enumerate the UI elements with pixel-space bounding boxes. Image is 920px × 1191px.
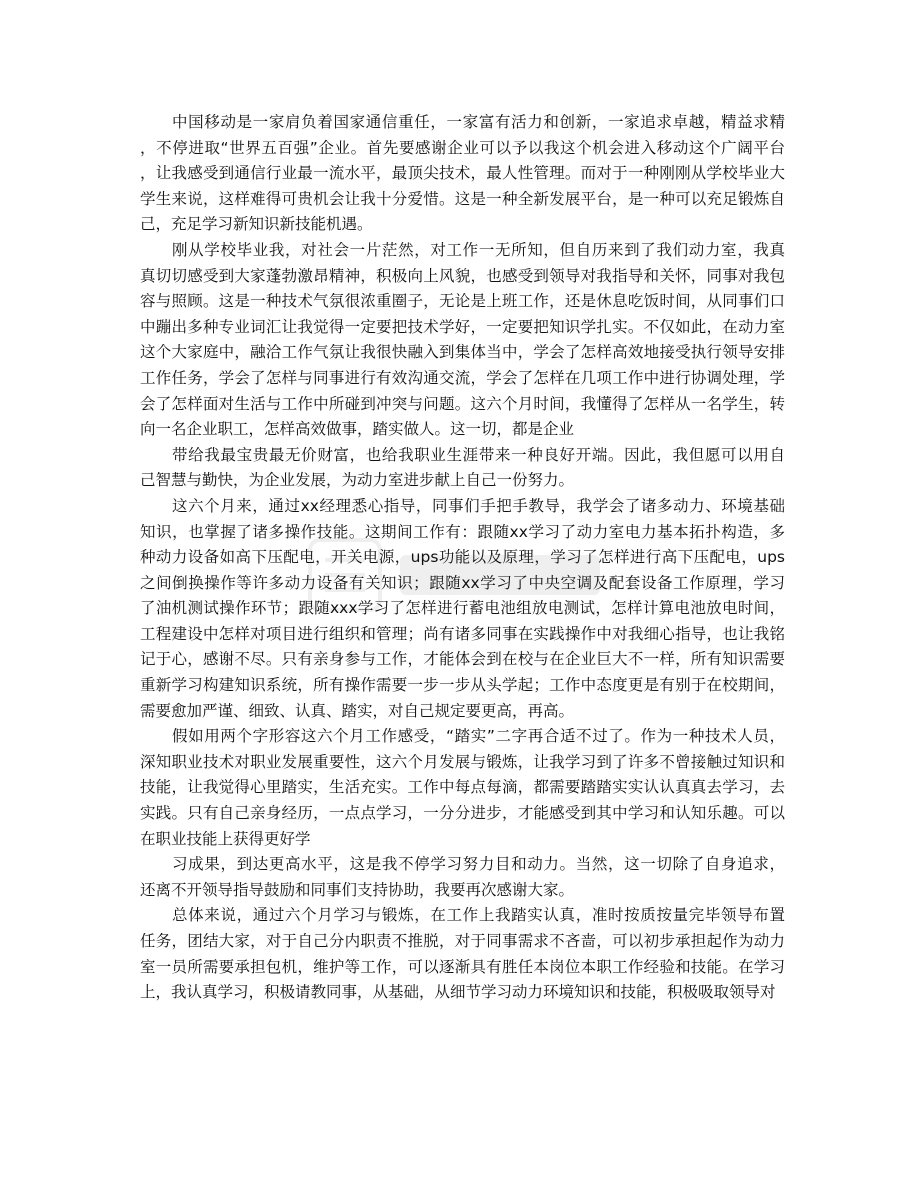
- text-line: 带给我最宝贵最无价财富，也给我职业生涯带来一种良好开端。因此，我但愿可以用自: [172, 445, 785, 464]
- text-line: 实践。只有自己亲身经历，一点点学习，一分分进步，才能感受到其中学习和认知乐趣。可以: [140, 804, 785, 823]
- paragraph: [140, 238, 785, 443]
- text-line: 需要愈加严谨、细致、认真、踏实，对自己规定要更高，再高。: [140, 701, 575, 720]
- text-line: 上，我认真学习，积极请教同事，从基础，从细节学习动力环境知识和技能，积极吸取领导对: [140, 983, 776, 1002]
- text-line: 知识，也掌握了诸多操作技能。这期间工作有：跟随xx学习了动力室电力基本拓扑构造，多: [140, 522, 785, 541]
- text-line: 深知职业技术对职业发展重要性，这六个月发展与锻炼，让我学习到了许多不曾接触过知识和: [140, 752, 785, 771]
- text-line: 记于心，感谢不尽。只有亲身参与工作，才能体会到在校与在企业巨大不一样，所有知识需要: [140, 650, 785, 669]
- text-line: 工作任务，学会了怎样与同事进行有效沟通交流，学会了怎样在几项工作中进行协调处理，学: [140, 368, 785, 387]
- text-line: 室一员所需要承担包机，维护等工作，可以逐渐具有胜任本岗位本职工作经验和技能。在学习: [140, 957, 785, 976]
- text-line: 习成果，到达更高水平，这是我不停学习努力目和动力。当然，这一切除了自身追求，: [172, 855, 785, 874]
- text-line: 种动力设备如高下压配电，开关电源，ups功能以及原理，学习了怎样进行高下压配电，ups: [140, 548, 785, 567]
- text-line: 还离不开领导指导鼓励和同事们支持协助，我要再次感谢大家。: [140, 880, 575, 899]
- text-line: 任务，团结大家，对于自己分内职责不推脱，对于同事需求不吝啬，可以初步承担起作为动力: [140, 932, 785, 950]
- document-body: [140, 110, 785, 1006]
- paragraph: [140, 494, 785, 724]
- text-line: 真切切感受到大家蓬勃激昂精神，积极向上风貌，也感受到领导对我指导和关怀，同事对我包: [140, 266, 785, 285]
- text-line: 这个大家庭中，融洽工作气氛让我很快融入到集体当中，学会了怎样高效地接受执行领导安排: [140, 343, 785, 362]
- text-line: 容与照顾。这是一种技术气氛很浓重圈子，无论是上班工作，还是休息吃饭时间，从同事们口: [140, 292, 785, 311]
- text-line: 重新学习构建知识系统，所有操作需要一步一步从头学起；工作中态度更是有别于在校期间，: [140, 676, 785, 695]
- paragraph: [140, 110, 785, 238]
- text-line: 刚从学校毕业我，对社会一片茫然，对工作一无所知，但自历来到了我们动力室，我真: [172, 240, 785, 259]
- paragraph: [140, 724, 785, 852]
- text-line: 技能，让我觉得心里踏实，生活充实。工作中每点每滴，都需要踏踏实实认认真真去学习，去: [140, 778, 785, 797]
- paragraph: [140, 443, 785, 494]
- text-line: 假如用两个字形容这六个月工作感受，“踏实”二字再合适不过了。作为一种技术人员，: [172, 727, 785, 746]
- text-line: 中蹦出多种专业词汇让我觉得一定要把技术学好，一定要把知识学扎实。不仅如此，在动力室: [140, 317, 785, 336]
- text-line: 向一名企业职工，怎样高效做事，踏实做人。这一切，都是企业: [140, 420, 575, 439]
- text-line: ，不停进取“世界五百强”企业。首先要感谢企业可以予以我这个机会进入移动这个广阔平台: [140, 138, 785, 157]
- text-line: ，让我感受到通信行业最一流水平，最顶尖技术，最人性管理。而对于一种刚刚从学校毕业大: [140, 164, 785, 183]
- paragraph: [140, 852, 785, 903]
- text-line: 之间倒换操作等许多动力设备有关知识；跟随xx学习了中央空调及配套设备工作原理，学习: [140, 573, 785, 592]
- text-line: 工程建设中怎样对项目进行组织和管理；尚有诸多同事在实践操作中对我细心指导，也让我铭: [140, 624, 785, 643]
- text-line: 中国移动是一家肩负着国家通信重任，一家富有活力和创新，一家追求卓越，精益求精: [172, 113, 785, 131]
- text-line: 己智慧与勤快，为企业发展，为动力室进步献上自己一份努力。: [140, 471, 575, 490]
- text-line: 学生来说，这样难得可贵机会让我十分爱惜。这是一种全新发展平台，是一种可以充足锻炼自: [140, 189, 785, 208]
- text-line: 在职业技能上获得更好学: [140, 829, 311, 848]
- paragraph: [140, 903, 785, 1005]
- text-line: 会了怎样面对生活与工作中所碰到冲突与问题。这六个月时间，我懂得了怎样从一名学生，转: [140, 394, 785, 413]
- text-line: 己，充足学习新知识新技能机遇。: [140, 215, 373, 234]
- text-line: 了油机测试操作环节；跟随xxx学习了怎样进行蓄电池组放电测试，怎样计算电池放电时间，: [140, 599, 785, 618]
- text-line: 总体来说，通过六个月学习与锻炼，在工作上我踏实认真，准时按质按量完毕领导布置: [172, 906, 785, 925]
- text-line: 这六个月来，通过xx经理悉心指导，同事们手把手教导，我学会了诸多动力、环境基础: [172, 496, 785, 515]
